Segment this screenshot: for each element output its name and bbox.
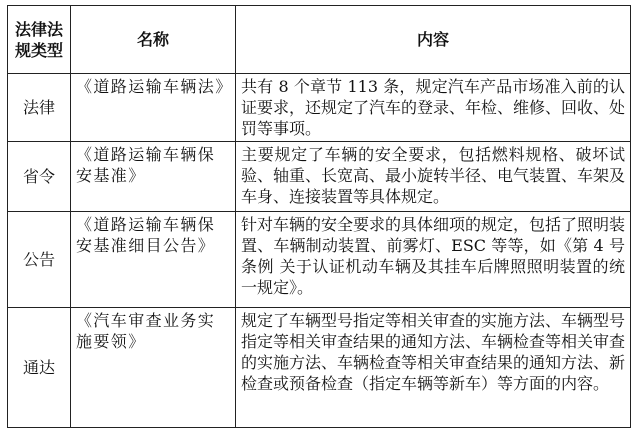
cell-content: 规定了车辆型号指定等相关审查的实施方法、车辆型号指定等相关审查结果的通知方法、车辆检查等相关审查的实施方法、车辆检查等相关审查结果的通知方法、新检查或预备检查（指定车辆等新车）等方面的内容。 (236, 308, 631, 428)
header-row (8, 6, 631, 74)
header-name: 名称 (71, 6, 236, 74)
cell-content: 针对车辆的安全要求的具体细项的规定，包括了照明装置、车辆制动装置、前雾灯、ESC 等等，如《第 4 号条例 关于认证机动车辆及其挂车后牌照照明装置的统一规定》。 (236, 212, 631, 308)
cell-name: 《道路运输车辆保安基准》 (71, 142, 236, 212)
cell-name: 《汽车审查业务实施要领》 (71, 308, 236, 428)
cell-name: 《道路运输车辆保安基准细目公告》 (71, 212, 236, 308)
cell-type: 法律 (8, 74, 71, 142)
header-type: 法律法规类型 (8, 6, 71, 74)
table-row (8, 308, 631, 428)
table-row (8, 212, 631, 308)
cell-content: 主要规定了车辆的安全要求，包括燃料规格、破坏试验、轴重、长宽高、最小旋转半径、电气装置、车架及车身、连接装置等具体规定。 (236, 142, 631, 212)
cell-content: 共有 8 个章节 113 条，规定汽车产品市场准入前的认证要求，还规定了汽车的登录、年检、维修、回收、处罚等事项。 (236, 74, 631, 142)
regulation-table (7, 5, 631, 428)
cell-type: 省令 (8, 142, 71, 212)
table-row (8, 142, 631, 212)
table-row (8, 74, 631, 142)
header-content: 内容 (236, 6, 631, 74)
cell-type: 通达 (8, 308, 71, 428)
cell-name: 《道路运输车辆法》 (71, 74, 236, 142)
cell-type: 公告 (8, 212, 71, 308)
